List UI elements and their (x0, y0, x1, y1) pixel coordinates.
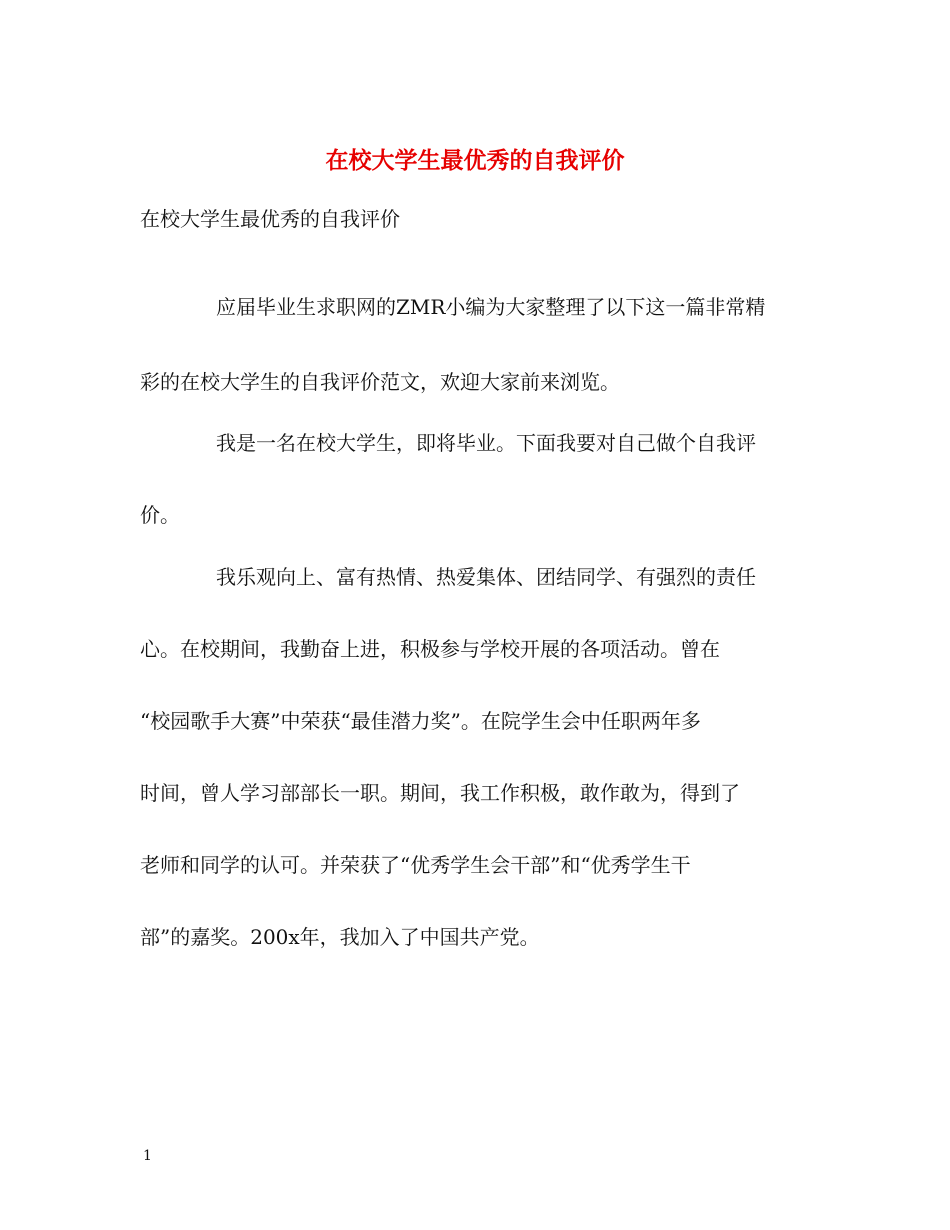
body-line-3: 我是一名在校大学生，即将毕业。下面我要对自己做个自我评 (216, 431, 756, 455)
body-line-9: 老师和同学的认可。并荣获了“优秀学生会干部”和“优秀学生干 (140, 853, 691, 877)
body-line-7: “校园歌手大赛”中荣获“最佳潜力奖”。在院学生会中任职两年多 (140, 709, 701, 733)
body-line-4: 价。 (140, 503, 180, 527)
page-number: 1 (143, 1148, 152, 1164)
body-line-8: 时间，曾人学习部部长一职。期间，我工作积极，敢作敢为，得到了 (140, 781, 740, 805)
body-line-2: 彩的在校大学生的自我评价范文，欢迎大家前来浏览。 (140, 370, 620, 394)
body-line-1: 应届毕业生求职网的ZMR小编为大家整理了以下这一篇非常精 (216, 295, 766, 319)
body-line-10: 部”的嘉奖。200x年，我加入了中国共产党。 (140, 925, 540, 949)
body-line-5: 我乐观向上、富有热情、热爱集体、团结同学、有强烈的责任 (216, 565, 756, 589)
document-subtitle: 在校大学生最优秀的自我评价 (140, 207, 400, 231)
body-line-6: 心。在校期间，我勤奋上进，积极参与学校开展的各项活动。曾在 (140, 637, 720, 661)
document-title: 在校大学生最优秀的自我评价 (325, 147, 625, 174)
